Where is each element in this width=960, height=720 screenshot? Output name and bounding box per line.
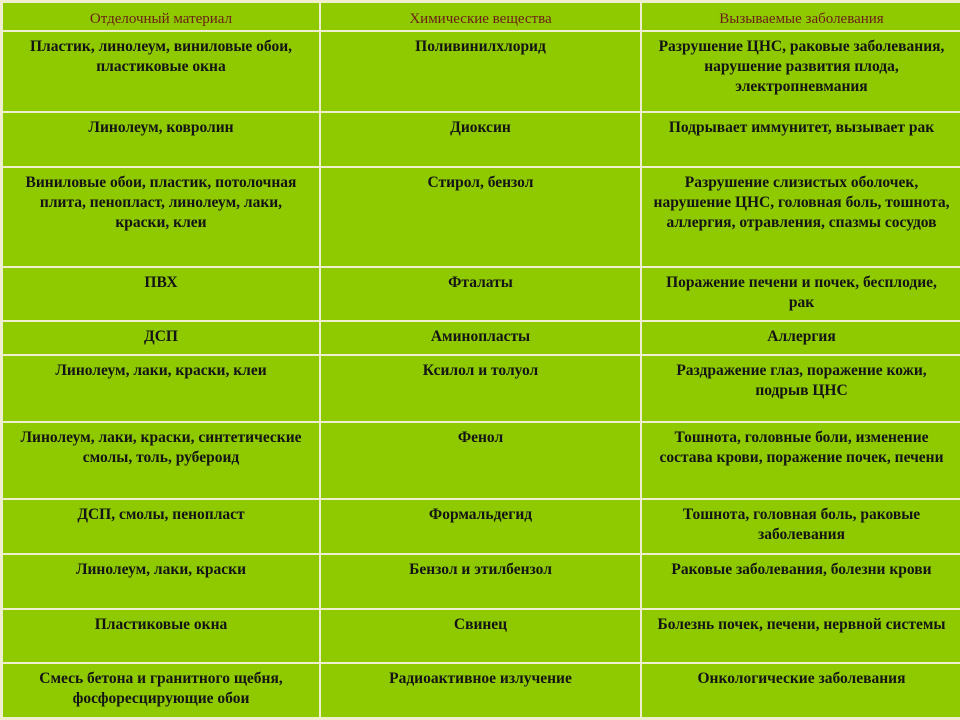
cell-chemical: Стирол, бензол	[321, 168, 640, 266]
cell-chemical: Бензол и этилбензол	[321, 555, 640, 608]
table-row	[3, 356, 960, 421]
table-row	[3, 168, 960, 266]
cell-material: Виниловые обои, пластик, потолочная плита, пенопласт, линолеум, лаки, краски, клеи	[3, 168, 319, 266]
cell-chemical: Диоксин	[321, 113, 640, 166]
table-row	[3, 664, 960, 717]
table-row	[3, 500, 960, 553]
cell-chemical: Ксилол и толуол	[321, 356, 640, 421]
cell-disease: Разрушение слизистых оболочек, нарушение ЦНС, головная боль, тошнота, аллергия, отравления, спазмы сосудов	[642, 168, 960, 266]
cell-material: ПВХ	[3, 268, 319, 321]
header-chemicals: Химические вещества	[321, 3, 640, 30]
cell-material: Линолеум, лаки, краски	[3, 555, 319, 608]
cell-chemical: Формальдегид	[321, 500, 640, 553]
table-row	[3, 32, 960, 111]
cell-chemical: Поливинилхлорид	[321, 32, 640, 111]
table-row	[3, 268, 960, 321]
cell-disease: Подрывает иммунитет, вызывает рак	[642, 113, 960, 166]
cell-disease: Тошнота, головные боли, изменение состава крови, поражение почек, печени	[642, 423, 960, 499]
table-row	[3, 610, 960, 663]
cell-chemical: Аминопласты	[321, 322, 640, 353]
cell-material: Пластик, линолеум, виниловые обои, пластиковые окна	[3, 32, 319, 111]
cell-chemical: Фенол	[321, 423, 640, 499]
table-row	[3, 555, 960, 608]
cell-disease: Онкологические заболевания	[642, 664, 960, 717]
header-material: Отделочный материал	[3, 3, 319, 30]
cell-disease: Болезнь почек, печени, нервной системы	[642, 610, 960, 663]
cell-disease: Аллергия	[642, 322, 960, 353]
table-row	[3, 423, 960, 499]
cell-material: Смесь бетона и гранитного щебня, фосфоресцирующие обои	[3, 664, 319, 717]
cell-disease: Раковые заболевания, болезни крови	[642, 555, 960, 608]
cell-disease: Раздражение глаз, поражение кожи, подрыв ЦНС	[642, 356, 960, 421]
cell-material: ДСП	[3, 322, 319, 353]
table-header-row	[3, 3, 960, 30]
materials-table	[1, 1, 960, 719]
cell-material: Линолеум, лаки, краски, синтетические смолы, толь, рубероид	[3, 423, 319, 499]
table-row	[3, 322, 960, 353]
cell-material: Пластиковые окна	[3, 610, 319, 663]
cell-chemical: Свинец	[321, 610, 640, 663]
table-row	[3, 113, 960, 166]
cell-chemical: Радиоактивное излучение	[321, 664, 640, 717]
cell-material: Линолеум, лаки, краски, клеи	[3, 356, 319, 421]
cell-material: ДСП, смолы, пенопласт	[3, 500, 319, 553]
cell-disease: Разрушение ЦНС, раковые заболевания, нарушение развития плода, электропневмания	[642, 32, 960, 111]
header-diseases: Вызываемые заболевания	[642, 3, 960, 30]
cell-material: Линолеум, ковролин	[3, 113, 319, 166]
cell-chemical: Фталаты	[321, 268, 640, 321]
cell-disease: Тошнота, головная боль, раковые заболевания	[642, 500, 960, 553]
cell-disease: Поражение печени и почек, бесплодие, рак	[642, 268, 960, 321]
